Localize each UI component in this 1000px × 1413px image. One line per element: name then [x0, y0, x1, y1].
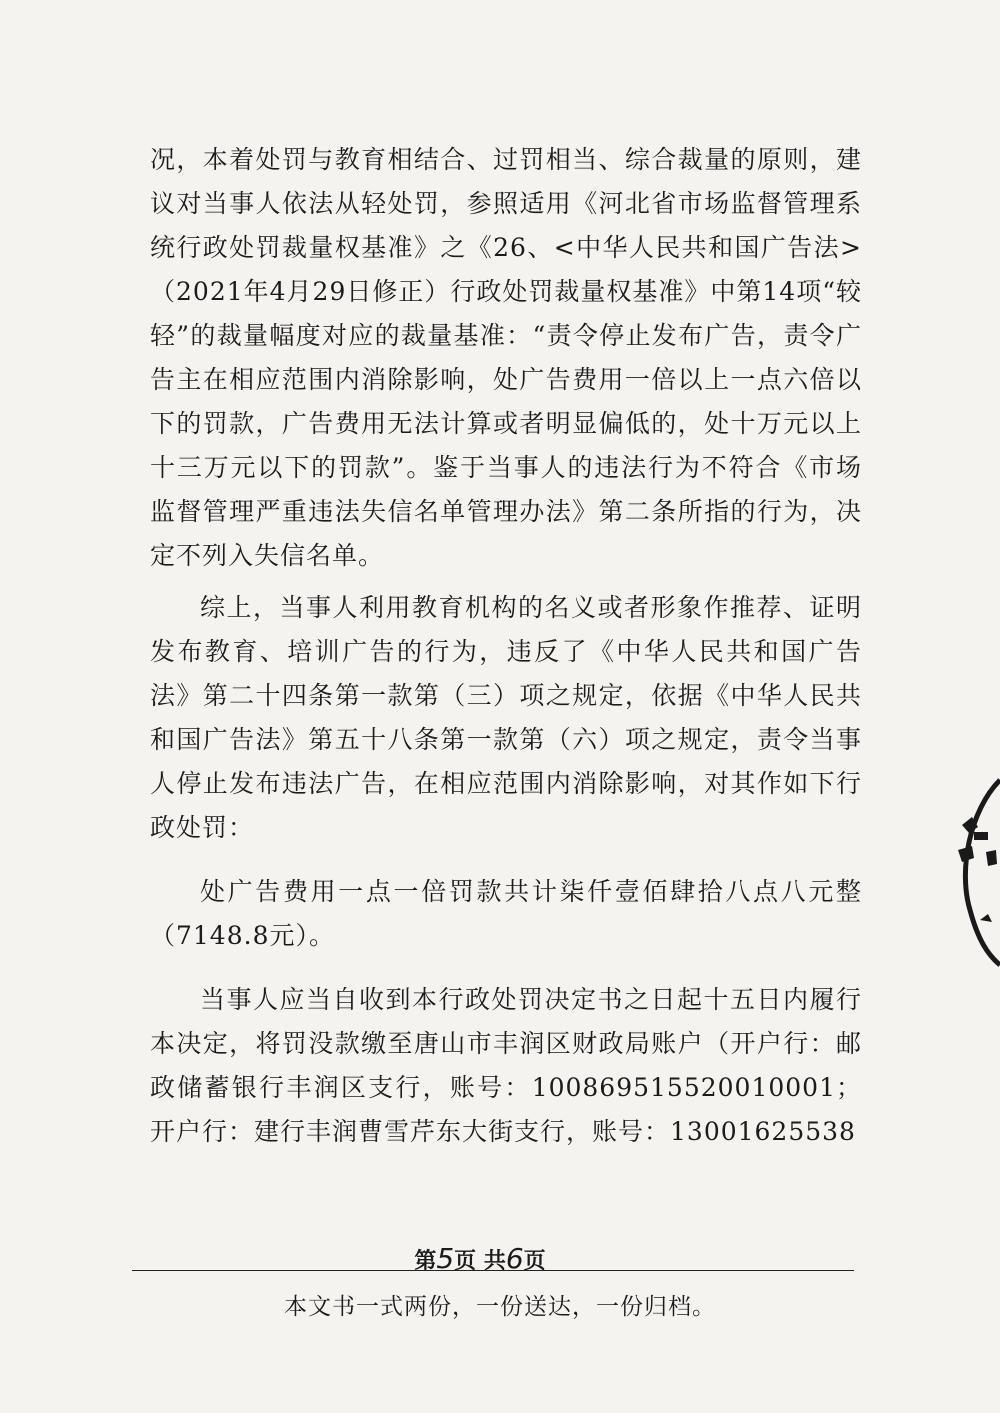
paragraph-2: 综上，当事人利用教育机构的名义或者形象作推荐、证明发布教育、培训广告的行为，违反了《中华人民共和国广告法》第二十四条第一款第（三）项之规定，依据《中华人民共和国广告法》第五十八条第一款第（六）项之规定，责令当事人停止发布违法广告，在相应范围内消除影响，对其作如下行政处罚：	[150, 593, 862, 842]
seal-stamp-fragment	[930, 770, 1000, 970]
page-suffix: 页	[523, 1248, 546, 1274]
page-total: 6	[505, 1242, 524, 1275]
document-body	[150, 138, 862, 1154]
footer-divider	[132, 1270, 854, 1271]
page-current: 5	[436, 1242, 455, 1275]
footer-note: 本文书一式两份，一份送达，一份归档。	[284, 1294, 716, 1320]
page-prefix: 第	[414, 1248, 437, 1274]
paragraph-4: 当事人应当自收到本行政处罚决定书之日起十五日内履行本决定，将罚没款缴至唐山市丰润区财政局账户（开户行：邮政储蓄银行丰润区支行，账号：100869515520010001；开户行：建行丰润曹雪芹东大街支行，账号：13001625538	[150, 985, 862, 1146]
paragraph-1: 况，本着处罚与教育相结合、过罚相当、综合裁量的原则，建议对当事人依法从轻处罚，参照适用《河北省市场监督管理系统行政处罚裁量权基准》之《26、<中华人民共和国广告法>（2021年4月29日修正）行政处罚裁量权基准》中第14项“较轻”的裁量幅度对应的裁量基准：“责令停止发布广告，责令广告主在相应范围内消除影响，处广告费用一倍以上一点六倍以下的罚款，广告费用无法计算或者明显偏低的，处十万元以上十三万元以下的罚款”。鉴于当事人的违法行为不符合《市场监督管理严重违法失信名单管理办法》第二条所指的行为，决定不列入失信名单。	[150, 145, 862, 570]
page-mid: 页 共	[454, 1248, 506, 1274]
paragraph-3: 处广告费用一点一倍罚款共计柒仟壹佰肆拾八点八元整（7148.8元）。	[150, 877, 862, 950]
